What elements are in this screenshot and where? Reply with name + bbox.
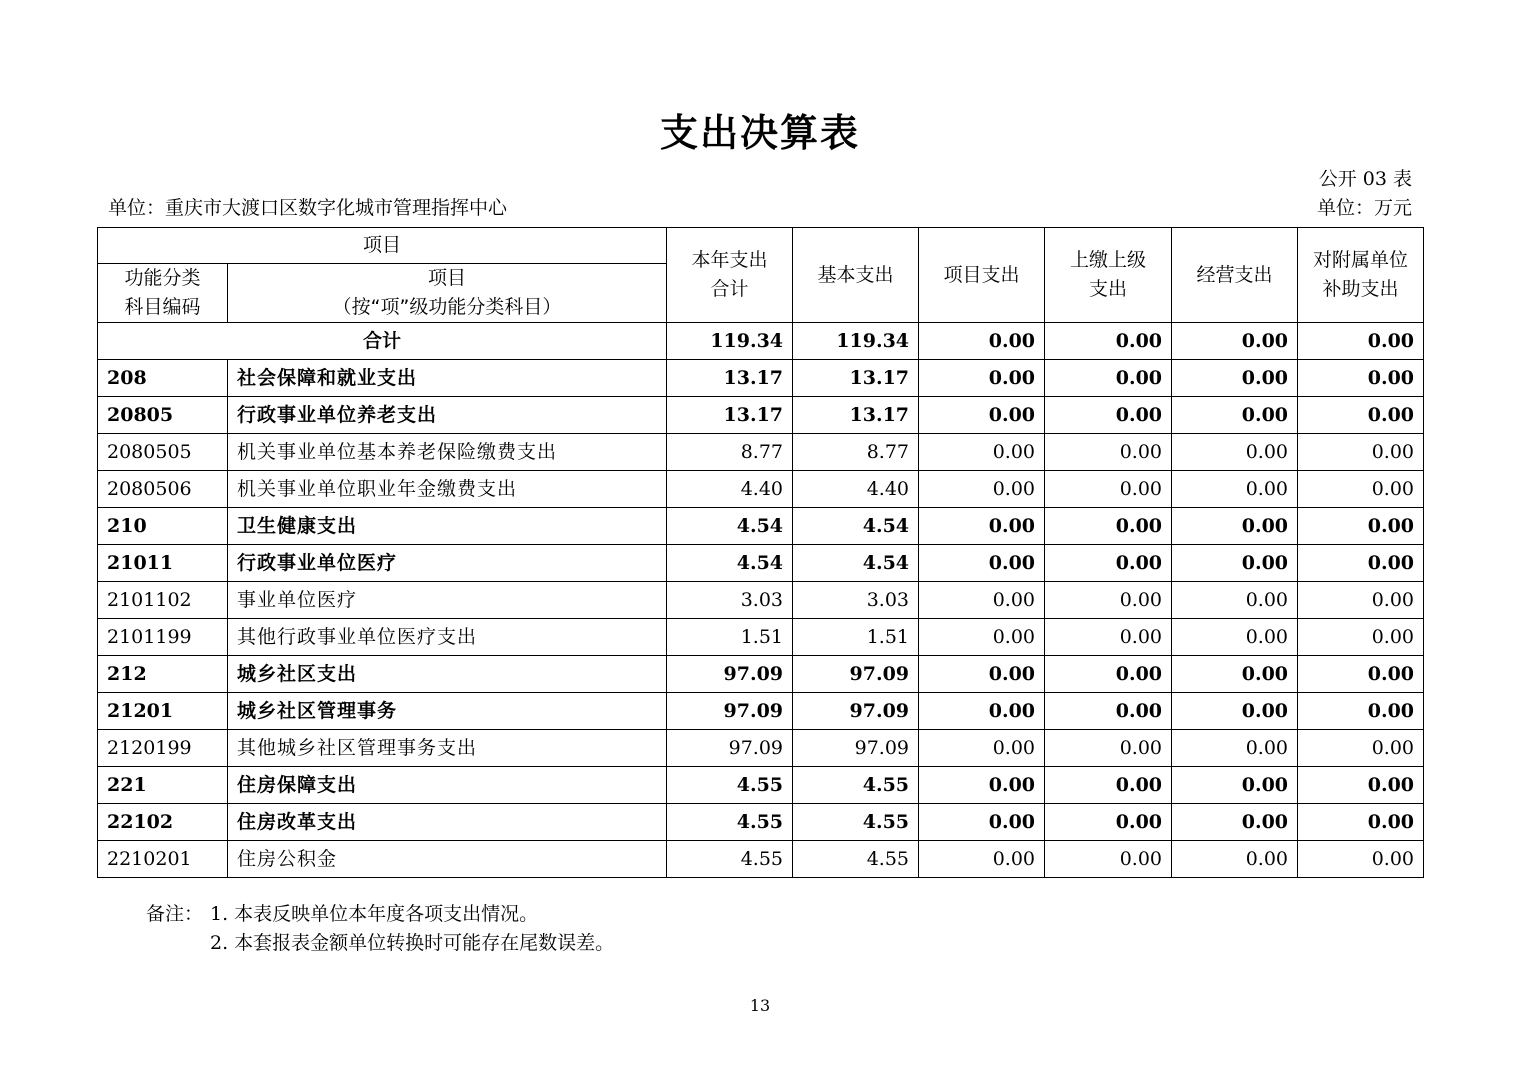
amount-cell: 0.00 [1172,360,1298,397]
header-name-line2: （按“项”级功能分类科目） [332,296,562,318]
header-row-top [98,228,1424,264]
item-name-cell: 城乡社区支出 [228,656,667,693]
amount-cell: 0.00 [919,656,1045,693]
table-row [98,767,1424,804]
amount-cell: 0.00 [1298,656,1424,693]
total-cell: 0.00 [919,323,1045,360]
amount-cell: 0.00 [1172,767,1298,804]
amount-cell: 0.00 [919,693,1045,730]
amount-cell: 0.00 [1172,841,1298,878]
total-cell: 0.00 [1172,323,1298,360]
header-function-code [98,264,228,323]
amount-cell: 3.03 [667,582,793,619]
header-code-line1: 功能分类 [124,267,201,289]
total-cell: 0.00 [1298,323,1424,360]
table-row [98,841,1424,878]
item-name-cell: 行政事业单位医疗 [228,545,667,582]
header-upper-remittance [1045,228,1172,323]
function-code-cell: 2210201 [98,841,228,878]
amount-cell: 4.40 [793,471,919,508]
amount-cell: 0.00 [1045,397,1172,434]
amount-cell: 0.00 [1045,619,1172,656]
amount-cell: 97.09 [793,656,919,693]
amount-cell: 0.00 [1298,397,1424,434]
amount-cell: 0.00 [919,804,1045,841]
amount-cell: 13.17 [793,397,919,434]
function-code-cell: 2120199 [98,730,228,767]
item-name-cell: 其他行政事业单位医疗支出 [228,619,667,656]
function-code-cell: 2101102 [98,582,228,619]
amount-cell: 0.00 [1172,619,1298,656]
amount-cell: 1.51 [793,619,919,656]
function-code-cell: 20805 [98,397,228,434]
table-row [98,397,1424,434]
function-code-cell: 2080506 [98,471,228,508]
table-row [98,582,1424,619]
function-code-cell: 2080505 [98,434,228,471]
function-code-cell: 210 [98,508,228,545]
header-upper-line2: 支出 [1089,278,1128,300]
header-subsidy-line1: 对附属单位 [1313,249,1409,271]
header-total-line2: 合计 [710,278,749,300]
amount-cell: 4.54 [667,508,793,545]
amount-cell: 0.00 [1045,656,1172,693]
table-row [98,693,1424,730]
amount-cell: 0.00 [1298,730,1424,767]
header-total-expenditure [667,228,793,323]
header-upper-line1: 上缴上级 [1070,249,1147,271]
table-row [98,508,1424,545]
amount-cell: 0.00 [1172,397,1298,434]
item-name-cell: 住房改革支出 [228,804,667,841]
note-line [146,900,614,929]
amount-cell: 0.00 [1045,841,1172,878]
amount-cell: 97.09 [667,656,793,693]
amount-cell: 1.51 [667,619,793,656]
function-code-cell: 21201 [98,693,228,730]
amount-cell: 0.00 [1172,471,1298,508]
amount-cell: 0.00 [1172,804,1298,841]
amount-cell: 0.00 [1298,841,1424,878]
item-name-cell: 住房公积金 [228,841,667,878]
item-name-cell: 城乡社区管理事务 [228,693,667,730]
note-item: 2. 本套报表金额单位转换时可能存在尾数误差。 [210,932,615,954]
amount-cell: 4.55 [667,804,793,841]
amount-cell: 0.00 [1172,656,1298,693]
amount-cell: 0.00 [919,582,1045,619]
function-code-cell: 208 [98,360,228,397]
amount-cell: 0.00 [1298,804,1424,841]
total-cell: 0.00 [1045,323,1172,360]
amount-cell: 97.09 [793,730,919,767]
amount-cell: 0.00 [1298,508,1424,545]
function-code-cell: 22102 [98,804,228,841]
amount-cell: 4.55 [793,841,919,878]
amount-cell: 0.00 [1298,582,1424,619]
item-name-cell: 社会保障和就业支出 [228,360,667,397]
function-code-cell: 2101199 [98,619,228,656]
amount-cell: 4.40 [667,471,793,508]
amount-cell: 0.00 [1298,767,1424,804]
amount-cell: 0.00 [1045,545,1172,582]
amount-cell: 0.00 [1172,582,1298,619]
amount-cell: 4.54 [793,508,919,545]
amount-cell: 0.00 [1298,545,1424,582]
amount-cell: 0.00 [1045,730,1172,767]
header-subsidy-line2: 补助支出 [1322,278,1399,300]
amount-cell: 0.00 [1045,693,1172,730]
table-row [98,360,1424,397]
header-total-line1: 本年支出 [691,249,768,271]
item-name-cell: 机关事业单位基本养老保险缴费支出 [228,434,667,471]
item-name-cell: 机关事业单位职业年金缴费支出 [228,471,667,508]
amount-cell: 0.00 [919,360,1045,397]
amount-cell: 0.00 [1045,508,1172,545]
note-line [146,929,614,958]
amount-cell: 0.00 [919,619,1045,656]
amount-cell: 0.00 [919,767,1045,804]
amount-cell: 0.00 [1045,434,1172,471]
amount-cell: 0.00 [1172,434,1298,471]
amount-cell: 4.55 [793,767,919,804]
amount-cell: 0.00 [1172,545,1298,582]
total-row [98,323,1424,360]
amount-cell: 0.00 [1172,693,1298,730]
header-item: 项目 [98,228,667,264]
function-code-cell: 21011 [98,545,228,582]
amount-cell: 0.00 [1045,767,1172,804]
amount-cell: 97.09 [667,693,793,730]
amount-cell: 4.55 [667,841,793,878]
amount-cell: 0.00 [919,508,1045,545]
notes-prefix: 备注： [146,903,204,925]
amount-cell: 0.00 [1172,730,1298,767]
reporting-unit: 单位：重庆市大渡口区数字化城市管理指挥中心 [108,197,508,219]
amount-cell: 0.00 [919,841,1045,878]
function-code-cell: 221 [98,767,228,804]
item-name-cell: 行政事业单位养老支出 [228,397,667,434]
header-basic-expenditure: 基本支出 [793,228,919,323]
table-row [98,804,1424,841]
amount-cell: 0.00 [919,434,1045,471]
amount-cell: 13.17 [793,360,919,397]
amount-cell: 0.00 [919,730,1045,767]
item-name-cell: 卫生健康支出 [228,508,667,545]
amount-cell: 0.00 [1298,619,1424,656]
header-item-name [228,264,667,323]
header-name-line1: 项目 [428,267,467,289]
amount-cell: 0.00 [1172,508,1298,545]
table-row [98,434,1424,471]
amount-cell: 0.00 [1045,360,1172,397]
amount-cell: 97.09 [793,693,919,730]
amount-cell: 0.00 [1298,471,1424,508]
amount-cell: 0.00 [919,397,1045,434]
table-row [98,471,1424,508]
table-row [98,656,1424,693]
notes [146,900,614,958]
amount-cell: 8.77 [667,434,793,471]
amount-cell: 13.17 [667,397,793,434]
function-code-cell: 212 [98,656,228,693]
expenditure-table [97,227,1424,878]
form-number: 公开 03 表 [1318,168,1412,190]
total-cell: 119.34 [667,323,793,360]
total-cell: 119.34 [793,323,919,360]
header-subsidy-expenditure [1298,228,1424,323]
amount-cell: 0.00 [1045,582,1172,619]
table-row [98,730,1424,767]
amount-cell: 0.00 [1045,804,1172,841]
amount-cell: 8.77 [793,434,919,471]
amount-cell: 4.55 [667,767,793,804]
amount-cell: 4.54 [793,545,919,582]
table-row [98,545,1424,582]
page-title: 支出决算表 [659,111,860,155]
header-operating-expenditure: 经营支出 [1172,228,1298,323]
amount-cell: 97.09 [667,730,793,767]
amount-cell: 13.17 [667,360,793,397]
amount-cell: 0.00 [1045,471,1172,508]
item-name-cell: 住房保障支出 [228,767,667,804]
header-code-line2: 科目编码 [124,296,201,318]
amount-cell: 3.03 [793,582,919,619]
note-item: 1. 本表反映单位本年度各项支出情况。 [210,903,539,925]
total-label: 合计 [98,323,667,360]
amount-cell: 0.00 [1298,693,1424,730]
amount-cell: 4.55 [793,804,919,841]
amount-cell: 0.00 [919,545,1045,582]
item-name-cell: 其他城乡社区管理事务支出 [228,730,667,767]
header-project-expenditure: 项目支出 [919,228,1045,323]
amount-cell: 0.00 [1298,434,1424,471]
currency-unit: 单位：万元 [1316,197,1412,219]
amount-cell: 4.54 [667,545,793,582]
amount-cell: 0.00 [919,471,1045,508]
amount-cell: 0.00 [1298,360,1424,397]
table-row [98,619,1424,656]
item-name-cell: 事业单位医疗 [228,582,667,619]
page-number: 13 [749,996,771,1015]
